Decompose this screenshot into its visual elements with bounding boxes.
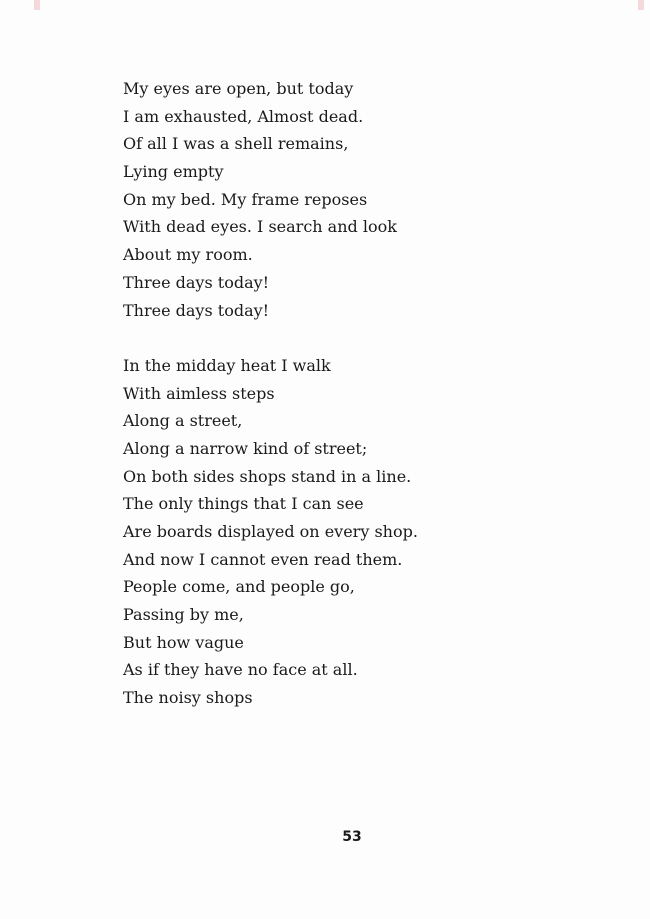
poem-line: Of all I was a shell remains, bbox=[123, 134, 349, 154]
poem-text bbox=[123, 75, 583, 712]
poem-line: People come, and people go, bbox=[123, 577, 355, 597]
poem-line: About my room. bbox=[123, 245, 253, 265]
poem-line: On my bed. My frame reposes bbox=[123, 189, 368, 209]
poem-line: Along a narrow kind of street; bbox=[123, 438, 368, 458]
poem-line: The noisy shops bbox=[123, 688, 253, 708]
poem-line: Three days today! bbox=[123, 272, 270, 292]
poem-line: Along a street, bbox=[123, 411, 243, 431]
poem-line: My eyes are open, but today bbox=[123, 79, 354, 98]
poem-line: In the midday heat I walk bbox=[123, 355, 331, 375]
page-number: 53 bbox=[342, 829, 362, 845]
poem-line: Are boards displayed on every shop. bbox=[123, 522, 418, 541]
stanza-2 bbox=[123, 352, 583, 712]
poem-line: Three days today! bbox=[123, 300, 270, 320]
poem-line: As if they have no face at all. bbox=[123, 660, 358, 680]
poem-line: With aimless steps bbox=[123, 383, 275, 403]
poem-line: With dead eyes. I search and look bbox=[123, 217, 397, 237]
poem-line: Passing by me, bbox=[123, 605, 244, 625]
poem-line: The only things that I can see bbox=[123, 494, 364, 514]
poem-line: On both sides shops stand in a line. bbox=[123, 466, 412, 486]
poem-line: And now I cannot even read them. bbox=[123, 549, 403, 569]
scan-edge-mark bbox=[34, 0, 40, 10]
stanza-1 bbox=[123, 75, 583, 324]
poem-line: Lying empty bbox=[123, 162, 224, 182]
poem-line: I am exhausted, Almost dead. bbox=[123, 106, 364, 126]
scan-edge-mark bbox=[638, 0, 644, 10]
poem-line: But how vague bbox=[123, 632, 244, 652]
